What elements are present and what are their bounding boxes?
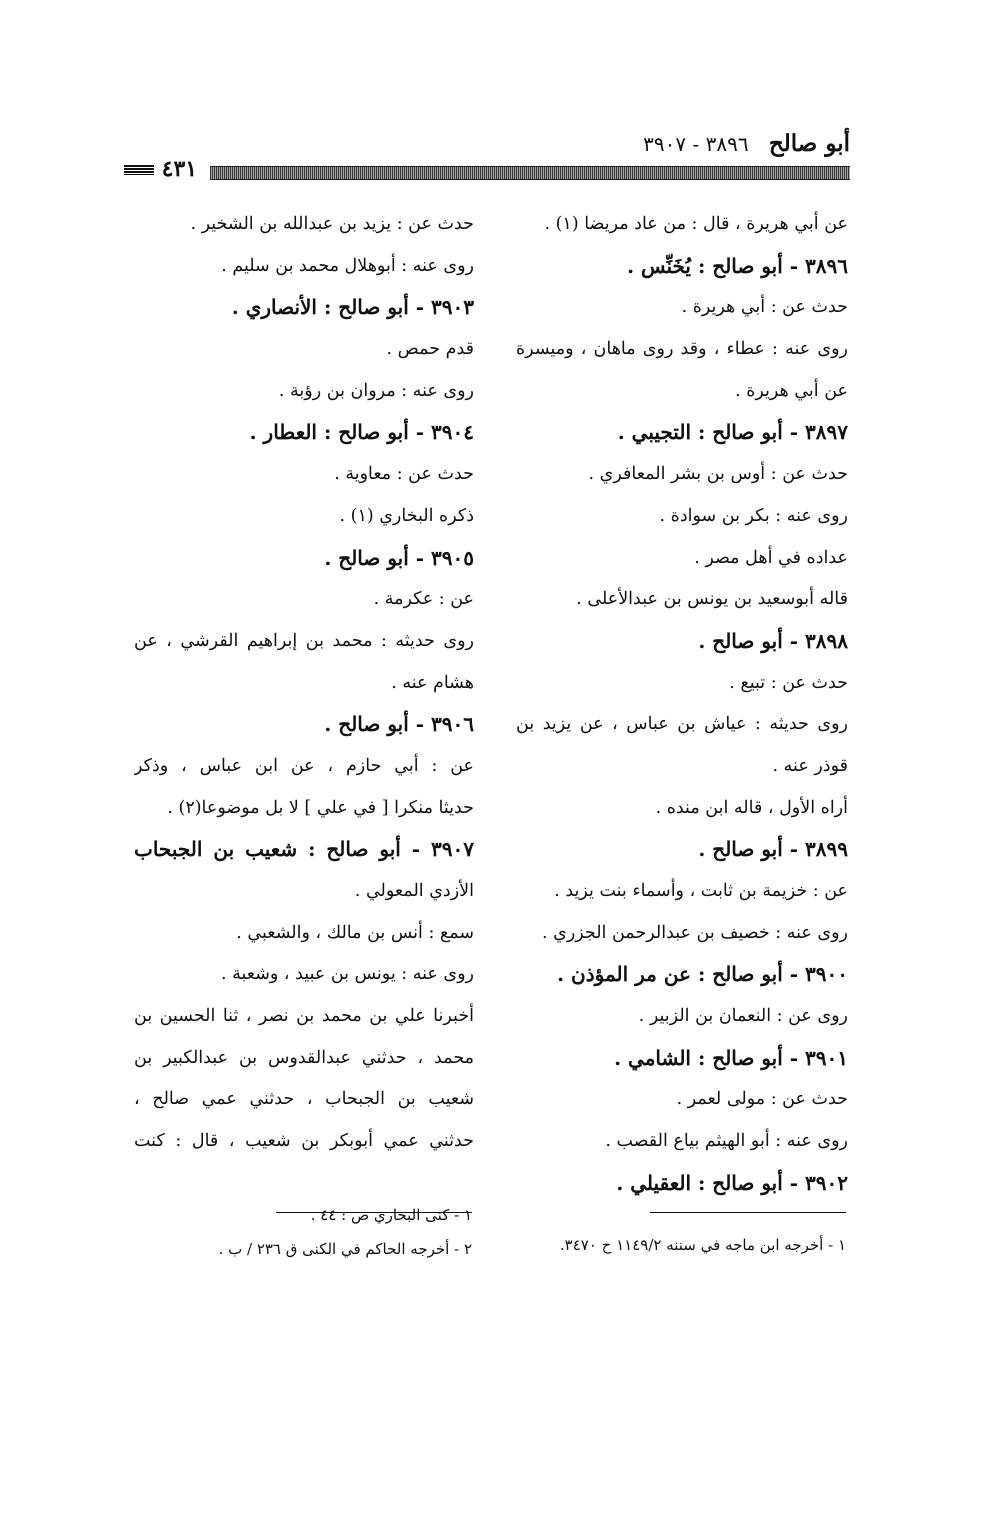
text-line: سمع : أنس بن مالك ، والشعبي . (236, 922, 474, 943)
text-line: قوذر عنه . (772, 755, 848, 776)
footnote-rule-right (650, 1212, 846, 1213)
header-title: أبو صالح (768, 130, 850, 157)
page-number: ٤٣١ (161, 156, 198, 182)
entry-heading: ٣٩٠٧ - أبو صالح : شعيب بن الجبحاب (134, 837, 474, 862)
text-line: حديثا منكرا [ في علي ] لا بل موضوعا(٢) . (167, 797, 474, 818)
page-number-block (118, 156, 197, 182)
text-line: حدث عن : تبيع . (729, 672, 848, 693)
entry-heading: ٣٩٠٦ - أبو صالح . (324, 712, 474, 737)
text-line: روى عنه : يونس بن عبيد ، وشعبة . (220, 964, 474, 985)
text-line: حدث عن : يزيد بن عبدالله بن الشخير . (190, 214, 474, 234)
text-line: روى عنه : أبوهلال محمد بن سليم . (221, 255, 474, 276)
entry-heading: ٣٩٠١ - أبو صالح : الشامي . (614, 1045, 848, 1070)
text-line: هشام عنه . (391, 672, 474, 693)
footnote-right-1: ١ - أخرجه ابن ماجه في سننه ١١٤٩/٢ ح ٣٤٧٠. (559, 1236, 846, 1254)
entry-heading: ٣٨٩٨ - أبو صالح . (698, 628, 848, 653)
text-line: الأزدي المعولي . (354, 881, 474, 901)
text-line: عداده في أهل مصر . (694, 547, 848, 568)
text-line: عن : عكرمة . (373, 589, 474, 610)
text-line: قدم حمص . (386, 339, 474, 360)
footnote-left-2: ٢ - أخرجه الحاكم في الكنى ق ٢٣٦ / ب . (218, 1240, 472, 1258)
header-rule (210, 166, 850, 180)
text-line: روى عنه : خصيف بن عبدالرحمن الجزري . (542, 922, 848, 943)
text-line: أراه الأول ، قاله ابن منده . (655, 797, 848, 818)
left-column (134, 204, 474, 1163)
text-line: روى عنه : مروان بن رؤبة . (278, 380, 474, 401)
text-line: روى عنه : بكر بن سوادة . (659, 505, 848, 526)
entry-heading: ٣٩٠٤ - أبو صالح : العطار . (249, 420, 474, 445)
text-line: روى عنه : أبو الهيثم بياع القصب . (605, 1131, 848, 1152)
text-line: ذكره البخاري (١) . (339, 505, 474, 526)
text-line: عن : خزيمة بن ثابت ، وأسماء بنت يزيد . (554, 881, 848, 901)
text-line: عن أبي هريرة . (735, 380, 848, 401)
entry-heading: ٣٨٩٦ - أبو صالح : يُخَنِّس . (627, 253, 848, 278)
text-line: قاله أبوسعيد بن يونس بن عبدالأعلى . (576, 589, 848, 610)
text-line: روى عن : النعمان بن الزبير . (638, 1006, 848, 1027)
text-line: عن أبي هريرة ، قال : من عاد مريضا (١) . (544, 214, 848, 234)
text-line: محمد ، حدثني عبدالقدوس بن عبدالكبير بن (134, 1047, 474, 1068)
text-line: روى عنه : عطاء ، وقد روى ماهان ، وميسرة (516, 339, 848, 360)
footnote-left-1: ١ - كنى البخاري ص : ٤٤ . (310, 1206, 472, 1224)
entry-heading: ٣٨٩٩ - أبو صالح . (698, 837, 848, 862)
page-number-ornament (124, 165, 154, 175)
text-line: حدث عن : أوس بن بشر المعافري . (588, 464, 848, 485)
entry-heading: ٣٨٩٧ - أبو صالح : التجيبي . (617, 420, 848, 445)
text-line: حدثني عمي أبوبكر بن شعيب ، قال : كنت (134, 1131, 474, 1152)
entry-heading: ٣٩٠٣ - أبو صالح : الأنصاري . (231, 295, 474, 320)
text-line: شعيب بن الجبحاب ، حدثني عمي صالح ، (134, 1089, 474, 1110)
running-header (643, 130, 850, 157)
text-line: أخبرنا علي بن محمد بن نصر ، ثنا الحسين بن (134, 1006, 474, 1027)
text-line: روى حديثه : محمد بن إبراهيم القرشي ، عن (134, 630, 474, 651)
entry-heading: ٣٩٠٠ - أبو صالح : عن مر المؤذن . (557, 962, 848, 987)
text-line: حدث عن : مولى لعمر . (676, 1089, 848, 1110)
right-column (516, 204, 848, 1205)
entry-heading: ٣٩٠٢ - أبو صالح : العقيلي . (616, 1170, 848, 1195)
entry-heading: ٣٩٠٥ - أبو صالح . (324, 545, 474, 570)
header-entry-range: ٣٨٩٦ - ٣٩٠٧ (643, 132, 749, 156)
text-line: حدث عن : معاوية . (334, 464, 474, 485)
text-line: عن : أبي حازم ، عن ابن عباس ، وذكر (134, 755, 474, 776)
text-line: حدث عن : أبي هريرة . (681, 297, 848, 318)
text-line: روى حديثه : عياش بن عباس ، عن يزيد بن (516, 714, 848, 735)
